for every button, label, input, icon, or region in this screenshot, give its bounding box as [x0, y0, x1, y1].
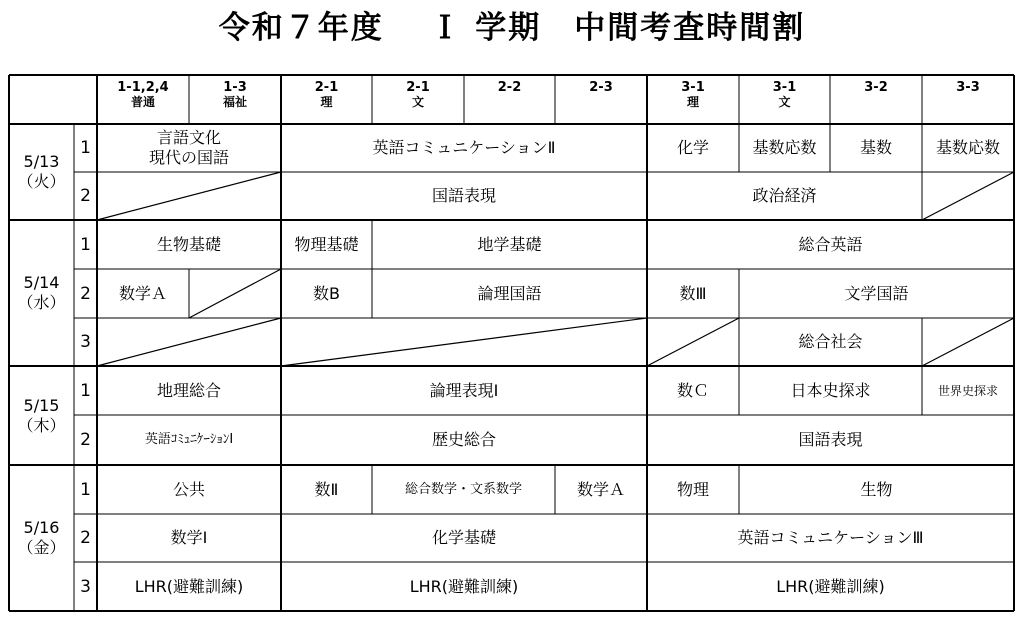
class-header — [647, 75, 739, 124]
period-number — [74, 415, 97, 465]
subject-name: 総合英語 — [798, 234, 863, 254]
subject-name: 英語ｺﾐｭﾆｹｰｼｮﾝⅠ — [144, 432, 234, 447]
subject-cell — [97, 465, 281, 514]
subject-name: 論理表現Ⅰ — [429, 380, 499, 400]
period-number-text: 1 — [80, 234, 91, 255]
subject-name: LHR(避難訓練) — [134, 576, 244, 596]
subject-name: 数Ⅱ — [314, 479, 339, 499]
subject-name: 言語文化 — [156, 128, 221, 147]
date-cell — [9, 220, 74, 366]
subject-cell — [739, 465, 1014, 514]
class-name: 2-3 — [589, 80, 613, 95]
subject-cell — [281, 415, 647, 465]
subject-name: 基数応数 — [752, 138, 817, 157]
subject-cell — [647, 415, 1014, 465]
subject-cell — [647, 366, 739, 415]
subject-cell — [739, 366, 922, 415]
subject-cell — [647, 562, 1014, 611]
subject-cell — [372, 465, 555, 514]
period-number — [74, 514, 97, 562]
subject-cell — [647, 514, 1014, 562]
period-number-text: 2 — [80, 528, 91, 548]
class-header — [281, 75, 372, 124]
subject-cell — [97, 366, 281, 415]
period-number-text: 1 — [80, 479, 91, 500]
subject-cell — [281, 220, 372, 269]
subject-cell — [647, 269, 739, 318]
class-header — [464, 75, 555, 124]
subject-name: 現代の国語 — [148, 148, 229, 167]
subject-cell — [97, 415, 281, 465]
subject-cell — [739, 124, 830, 172]
subject-cell — [97, 269, 189, 318]
period-number — [74, 465, 97, 514]
subject-name: 数Ｃ — [676, 380, 709, 400]
period-number — [74, 172, 97, 220]
class-course: 理 — [320, 95, 333, 109]
subject-name: 数B — [313, 283, 340, 303]
exam-date: 5/14 — [23, 273, 60, 292]
class-course: 理 — [686, 95, 699, 109]
subject-cell — [97, 220, 281, 269]
subject-name: 総合数学・文系数学 — [404, 481, 522, 497]
subject-name: LHR(避難訓練) — [776, 576, 885, 596]
period-number-text: 3 — [80, 576, 91, 597]
subject-cell — [281, 465, 372, 514]
subject-name: 物理 — [676, 479, 709, 499]
date-cell — [9, 366, 74, 465]
date-cell — [9, 124, 74, 220]
period-number-text: 3 — [80, 332, 91, 352]
exam-weekday: （金） — [17, 538, 66, 557]
subject-name: LHR(避難訓練) — [409, 576, 519, 596]
subject-cell — [922, 366, 1014, 415]
exam-weekday: （木） — [17, 415, 66, 435]
class-course: 文 — [411, 95, 424, 109]
period-number-text: 2 — [80, 430, 91, 450]
exam-weekday: （水） — [17, 293, 66, 312]
class-header — [922, 75, 1014, 124]
subject-cell — [647, 465, 739, 514]
subject-name: 日本史探求 — [790, 380, 871, 400]
subject-name: 公共 — [172, 479, 205, 499]
class-name: 3-1 — [772, 80, 797, 95]
subject-cell — [281, 366, 647, 415]
subject-name: 文学国語 — [844, 283, 909, 303]
subject-name: 国語表現 — [431, 186, 496, 205]
subject-cell — [647, 220, 1014, 269]
period-number — [74, 269, 97, 318]
class-course: 文 — [778, 95, 791, 109]
subject-name: 数学Ａ — [576, 479, 625, 499]
class-course: 福祉 — [222, 95, 247, 109]
subject-name: 基数 — [859, 138, 892, 157]
subject-cell — [281, 562, 647, 611]
subject-cell — [281, 172, 647, 220]
subject-name: 政治経済 — [752, 186, 817, 205]
subject-name: 論理国語 — [477, 283, 542, 303]
subject-name: 国語表現 — [798, 430, 863, 449]
subject-name: 基数応数 — [935, 138, 1000, 157]
class-name: 3-2 — [864, 80, 888, 95]
period-number — [74, 220, 97, 269]
subject-cell — [555, 465, 647, 514]
class-header — [372, 75, 464, 124]
page-title: 令和７年度 Ｉ 学期 中間考査時間割 — [218, 10, 806, 46]
subject-name: 化学 — [676, 138, 709, 157]
subject-cell — [372, 269, 647, 318]
period-number — [74, 562, 97, 611]
class-name: 3-1 — [681, 80, 705, 95]
subject-name: 地学基礎 — [477, 234, 542, 254]
subject-name: 数学Ⅰ — [170, 528, 208, 547]
period-number — [74, 124, 97, 172]
class-name: 1-3 — [223, 80, 247, 95]
exam-date: 5/16 — [23, 518, 60, 537]
class-name: 2-2 — [497, 80, 522, 95]
period-number-text: 1 — [80, 380, 91, 401]
class-header — [555, 75, 647, 124]
subject-name: 化学基礎 — [431, 528, 496, 547]
class-name: 1-1,2,4 — [117, 80, 169, 95]
subject-name: 地理総合 — [156, 380, 221, 400]
subject-cell — [281, 514, 647, 562]
subject-name: 生物 — [860, 479, 893, 499]
exam-weekday: （火） — [17, 172, 66, 191]
subject-name: 数Ⅲ — [679, 283, 707, 303]
period-number-text: 1 — [80, 138, 91, 158]
subject-name: 世界史探求 — [937, 383, 998, 398]
class-name: 2-1 — [314, 80, 339, 95]
class-header — [830, 75, 922, 124]
period-number-text: 2 — [80, 283, 91, 304]
subject-cell — [922, 124, 1014, 172]
subject-cell — [647, 124, 739, 172]
subject-cell — [830, 124, 922, 172]
subject-name: 総合社会 — [798, 332, 863, 351]
subject-cell — [281, 269, 372, 318]
period-number-text: 2 — [80, 186, 91, 206]
subject-name: 歴史総合 — [431, 430, 496, 449]
subject-cell — [281, 124, 647, 172]
class-header — [189, 75, 281, 124]
subject-cell — [97, 514, 281, 562]
subject-cell — [739, 269, 1014, 318]
subject-name: 生物基礎 — [156, 234, 221, 254]
class-name: 3-3 — [956, 80, 980, 95]
class-name: 2-1 — [406, 80, 430, 95]
subject-name: 英語コミュニケーションⅡ — [372, 138, 556, 157]
exam-date: 5/13 — [23, 152, 60, 171]
subject-name: 英語コミュニケーションⅢ — [737, 528, 924, 547]
period-number — [74, 366, 97, 415]
date-cell — [9, 465, 74, 611]
exam-date: 5/15 — [23, 395, 60, 415]
class-header — [97, 75, 189, 124]
subject-cell — [372, 220, 647, 269]
subject-name: 物理基礎 — [294, 234, 359, 254]
period-number — [74, 318, 97, 366]
class-course: 普通 — [130, 95, 155, 109]
class-header — [739, 75, 830, 124]
subject-cell — [647, 172, 922, 220]
subject-cell — [97, 562, 281, 611]
subject-cell — [739, 318, 922, 366]
subject-cell — [97, 124, 281, 172]
subject-name: 数学Ａ — [118, 283, 167, 303]
